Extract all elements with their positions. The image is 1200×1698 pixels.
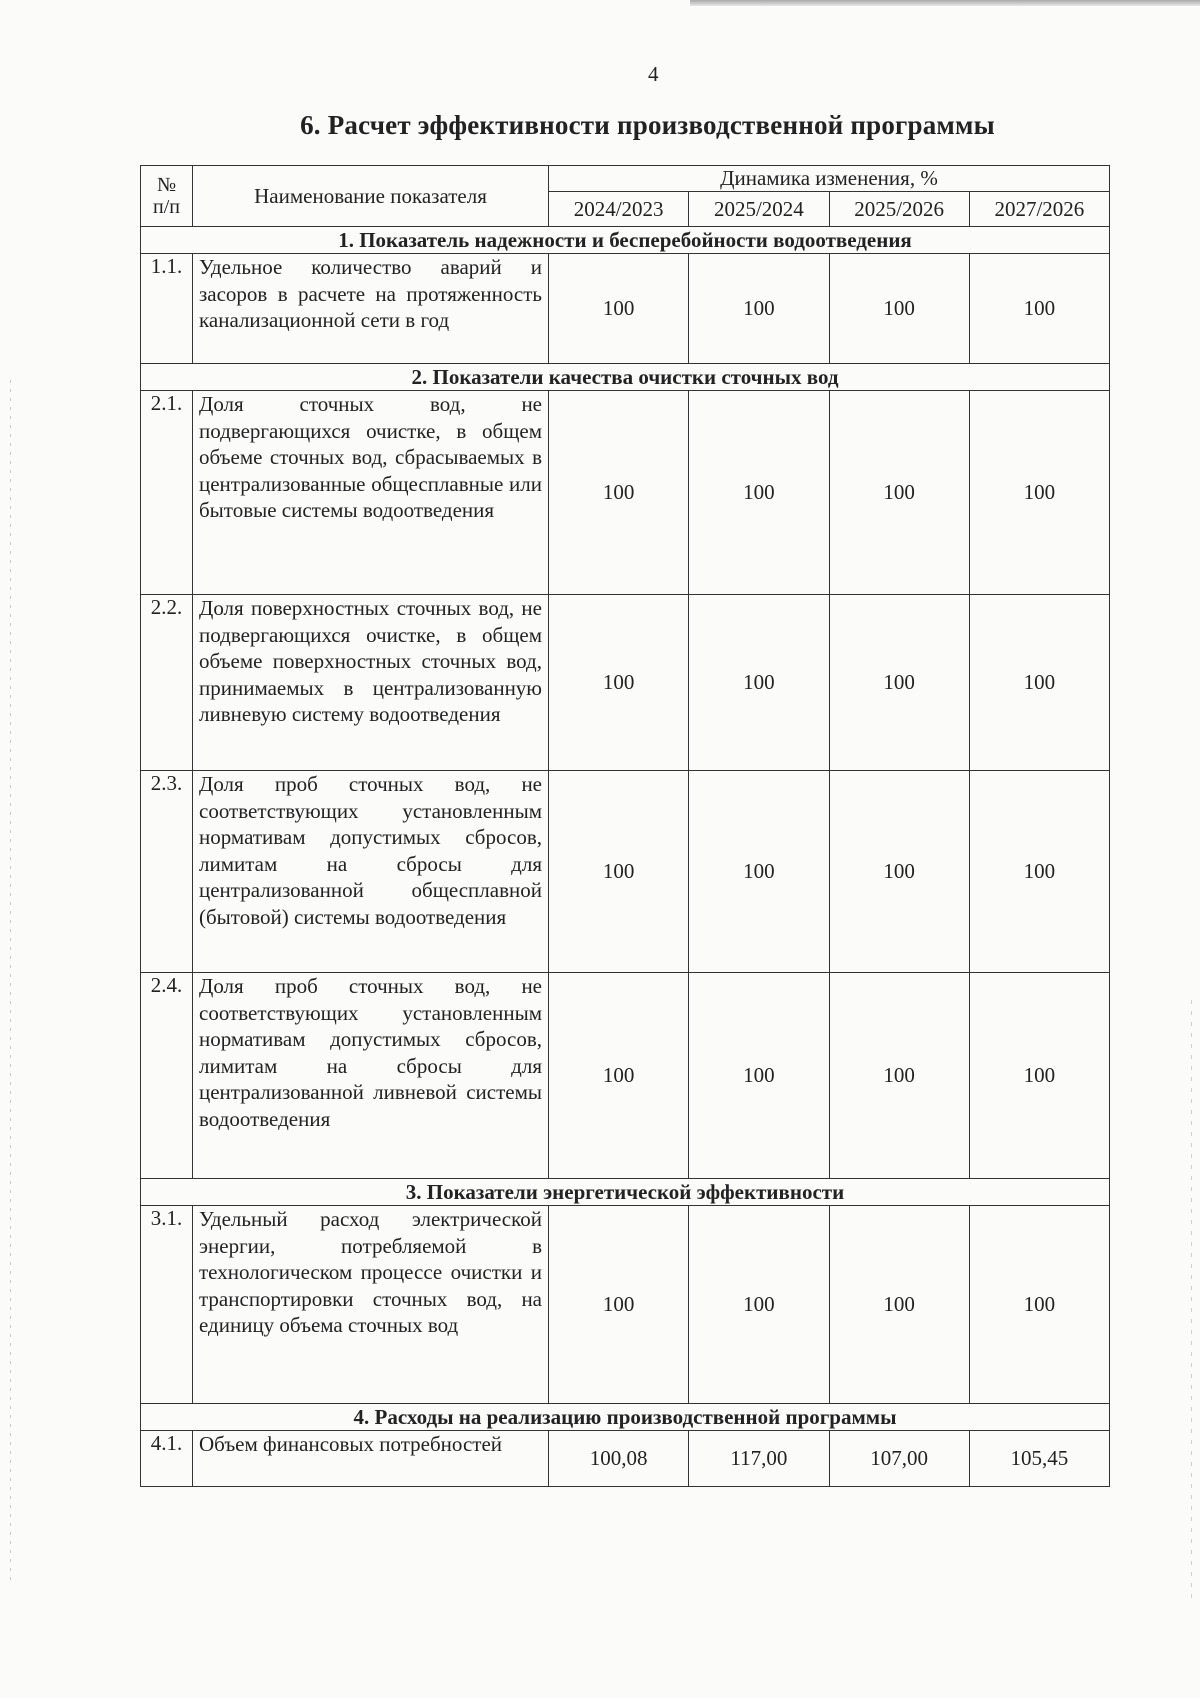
header-dynamics: Динамика изменения, % [549, 166, 1110, 192]
scan-edge-left [10, 380, 11, 1580]
row-value: 100,08 [549, 1431, 689, 1487]
row-number: 2.1. [141, 391, 193, 595]
row-name: Доля сточных вод, не подвергающихся очистке, в общем объеме сточных вод, сбрасываемых в централизованные общесплавные или бытовые системы водоотведения [193, 391, 549, 595]
section-title: 4. Расходы на реализацию производственной программы [141, 1404, 1110, 1431]
scan-edge-shadow [690, 0, 1200, 6]
row-number: 1.1. [141, 254, 193, 364]
table-row [141, 391, 1110, 595]
row-value: 100 [829, 254, 969, 364]
row-number: 2.4. [141, 973, 193, 1179]
table-row [141, 1206, 1110, 1404]
row-number: 2.2. [141, 595, 193, 771]
row-value: 100 [689, 254, 829, 364]
section-title: 2. Показатели качества очистки сточных вод [141, 364, 1110, 391]
row-value: 100 [549, 254, 689, 364]
row-value: 100 [549, 973, 689, 1179]
row-value: 100 [689, 771, 829, 973]
table-row [141, 254, 1110, 364]
page-number: 4 [648, 62, 659, 86]
row-value: 100 [829, 1206, 969, 1404]
row-value: 100 [829, 391, 969, 595]
row-name: Доля проб сточных вод, не соответствующих установленным нормативам допустимых сбросов, лимитам на сбросы для централизованной ливневой системы водоотведения [193, 973, 549, 1179]
row-number: 4.1. [141, 1431, 193, 1487]
header-period: 2025/2026 [829, 192, 969, 227]
row-value: 100 [969, 391, 1109, 595]
header-period: 2024/2023 [549, 192, 689, 227]
row-value: 100 [549, 771, 689, 973]
row-name: Объем финансовых потребностей [193, 1431, 549, 1487]
row-name: Доля поверхностных сточных вод, не подвергающихся очистке, в общем объеме поверхностных сточных вод, принимаемых в централизованную ливневую систему водоотведения [193, 595, 549, 771]
row-value: 105,45 [969, 1431, 1109, 1487]
header-period: 2027/2026 [969, 192, 1109, 227]
row-name: Удельный расход электрической энергии, потребляемой в технологическом процессе очистки и транспортировки сточных вод, на единицу объема сточных вод [193, 1206, 549, 1404]
table-row [141, 973, 1110, 1179]
row-value: 100 [549, 1206, 689, 1404]
row-value: 100 [549, 391, 689, 595]
row-value: 100 [969, 771, 1109, 973]
header-name: Наименование показателя [193, 166, 549, 227]
section-title: 1. Показатель надежности и бесперебойности водоотведения [141, 227, 1110, 254]
row-number: 2.3. [141, 771, 193, 973]
section-row [141, 364, 1110, 391]
table-row [141, 1431, 1110, 1487]
row-name: Доля проб сточных вод, не соответствующих установленным нормативам допустимых сбросов, лимитам на сбросы для централизованной общесплавной (бытовой) системы водоотведения [193, 771, 549, 973]
row-value: 100 [969, 254, 1109, 364]
row-value: 117,00 [689, 1431, 829, 1487]
section-title: 3. Показатели энергетической эффективности [141, 1179, 1110, 1206]
row-value: 100 [969, 973, 1109, 1179]
page-title: 6. Расчет эффективности производственной программы [300, 110, 995, 140]
header-period: 2025/2024 [689, 192, 829, 227]
table-row [141, 595, 1110, 771]
row-value: 100 [689, 1206, 829, 1404]
efficiency-table [140, 165, 1110, 1487]
row-value: 100 [829, 595, 969, 771]
row-name: Удельное количество аварий и засоров в расчете на протяженность канализационной сети в год [193, 254, 549, 364]
scan-edge-right [1191, 1000, 1192, 1600]
row-value: 100 [689, 595, 829, 771]
row-value: 107,00 [829, 1431, 969, 1487]
section-row [141, 227, 1110, 254]
row-number: 3.1. [141, 1206, 193, 1404]
row-value: 100 [969, 595, 1109, 771]
row-value: 100 [829, 973, 969, 1179]
header-num: № п/п [141, 166, 193, 227]
table-row [141, 771, 1110, 973]
row-value: 100 [689, 391, 829, 595]
row-value: 100 [829, 771, 969, 973]
section-row [141, 1404, 1110, 1431]
section-row [141, 1179, 1110, 1206]
row-value: 100 [969, 1206, 1109, 1404]
row-value: 100 [549, 595, 689, 771]
row-value: 100 [689, 973, 829, 1179]
